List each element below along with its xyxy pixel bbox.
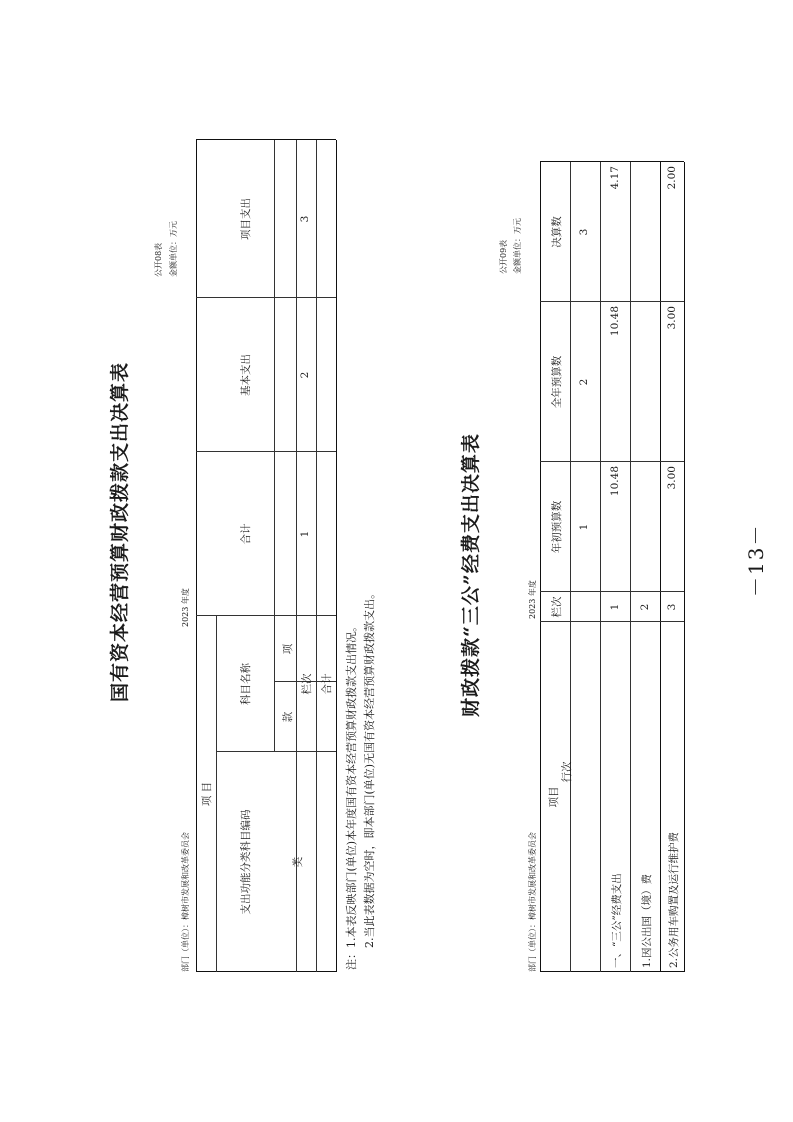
table1-col-num-1: 1 — [299, 530, 311, 538]
table1-header-kuan: 款 — [282, 711, 294, 723]
table1-title: 国有资本经营预算财政拨款支出决算表 — [109, 361, 131, 702]
table2-row-label: 2.公务用车购置及运行维护费 — [668, 831, 680, 968]
table1-col-num-2: 2 — [299, 371, 311, 379]
table2-col-num-3: 3 — [578, 228, 590, 236]
table2-col-2: 全年预算数 — [551, 355, 563, 409]
table2-dept: 部门（单位）：樟树市发展和改革委员会 — [528, 832, 537, 972]
table1-header-total: 合计 — [240, 523, 252, 545]
table1-header-xiang: 项 — [282, 643, 294, 655]
table1-header-basic: 基本支出 — [240, 354, 252, 396]
table2-row-value: 3.00 — [666, 306, 678, 330]
table2-col-3: 决算数 — [551, 216, 563, 248]
table1-header-subject: 科目名称 — [240, 663, 252, 705]
table2-col-num-1: 1 — [578, 523, 590, 531]
table1-dept: 部门（单位）：樟树市发展和改革委员会 — [181, 832, 190, 972]
table2-form-no: 公开09表 — [499, 239, 508, 274]
table2-row-value: 3.00 — [666, 466, 678, 490]
table1-header-project: 项 目 — [201, 781, 213, 807]
table1-year: 2023 年度 — [181, 588, 190, 627]
table2-row-line: 1 — [609, 603, 621, 611]
table2-year: 2023 年度 — [528, 580, 537, 619]
table1-header-project-exp: 项目支出 — [240, 198, 252, 240]
table2-row-value: 4.17 — [609, 166, 621, 190]
table2-row-line: 3 — [666, 603, 678, 611]
table1-form-no: 公开08表 — [154, 242, 163, 277]
table1-header-code: 支出功能分类科目编码 — [240, 809, 252, 915]
table1-unit: 金额单位：万元 — [169, 221, 178, 277]
table1-col-num-3: 3 — [299, 215, 311, 223]
table2-row-line: 2 — [639, 603, 651, 611]
table1-note-2: 2.当此表数据为空时，即本部门(单位)无国有资本经营预算财政拨款支出。 — [363, 587, 376, 948]
table1-row-heji: 合计 — [321, 673, 333, 695]
table2-row-label: 1.因公出国（境）费 — [641, 873, 653, 968]
table2-col-1: 年初预算数 — [551, 500, 563, 554]
table2-row-value: 10.48 — [609, 466, 621, 497]
table2-row-value: 10.48 — [609, 306, 621, 337]
table2-col-num-2: 2 — [578, 378, 590, 386]
table2-row-label: 一、“三公”经费支出 — [611, 873, 623, 968]
table2-header-hangci: 行次 — [561, 761, 573, 783]
table2-unit: 金额单位：万元 — [513, 218, 522, 274]
table2-header-lanci: 栏次 — [551, 596, 563, 618]
page-number: －13－ — [744, 523, 768, 597]
table1-header-lei: 类 — [292, 856, 304, 868]
table1-note-1: 注：1.本表反映部门(单位)本年度国有资本经营预算财政拨款支出情况。 — [345, 620, 358, 970]
table1-row-lanci: 栏次 — [301, 673, 313, 695]
table2-title: 财政拨款“三公”经费支出决算表 — [460, 433, 482, 717]
table2-header-project: 项目 — [548, 786, 560, 808]
table2-row-value: 2.00 — [666, 166, 678, 190]
